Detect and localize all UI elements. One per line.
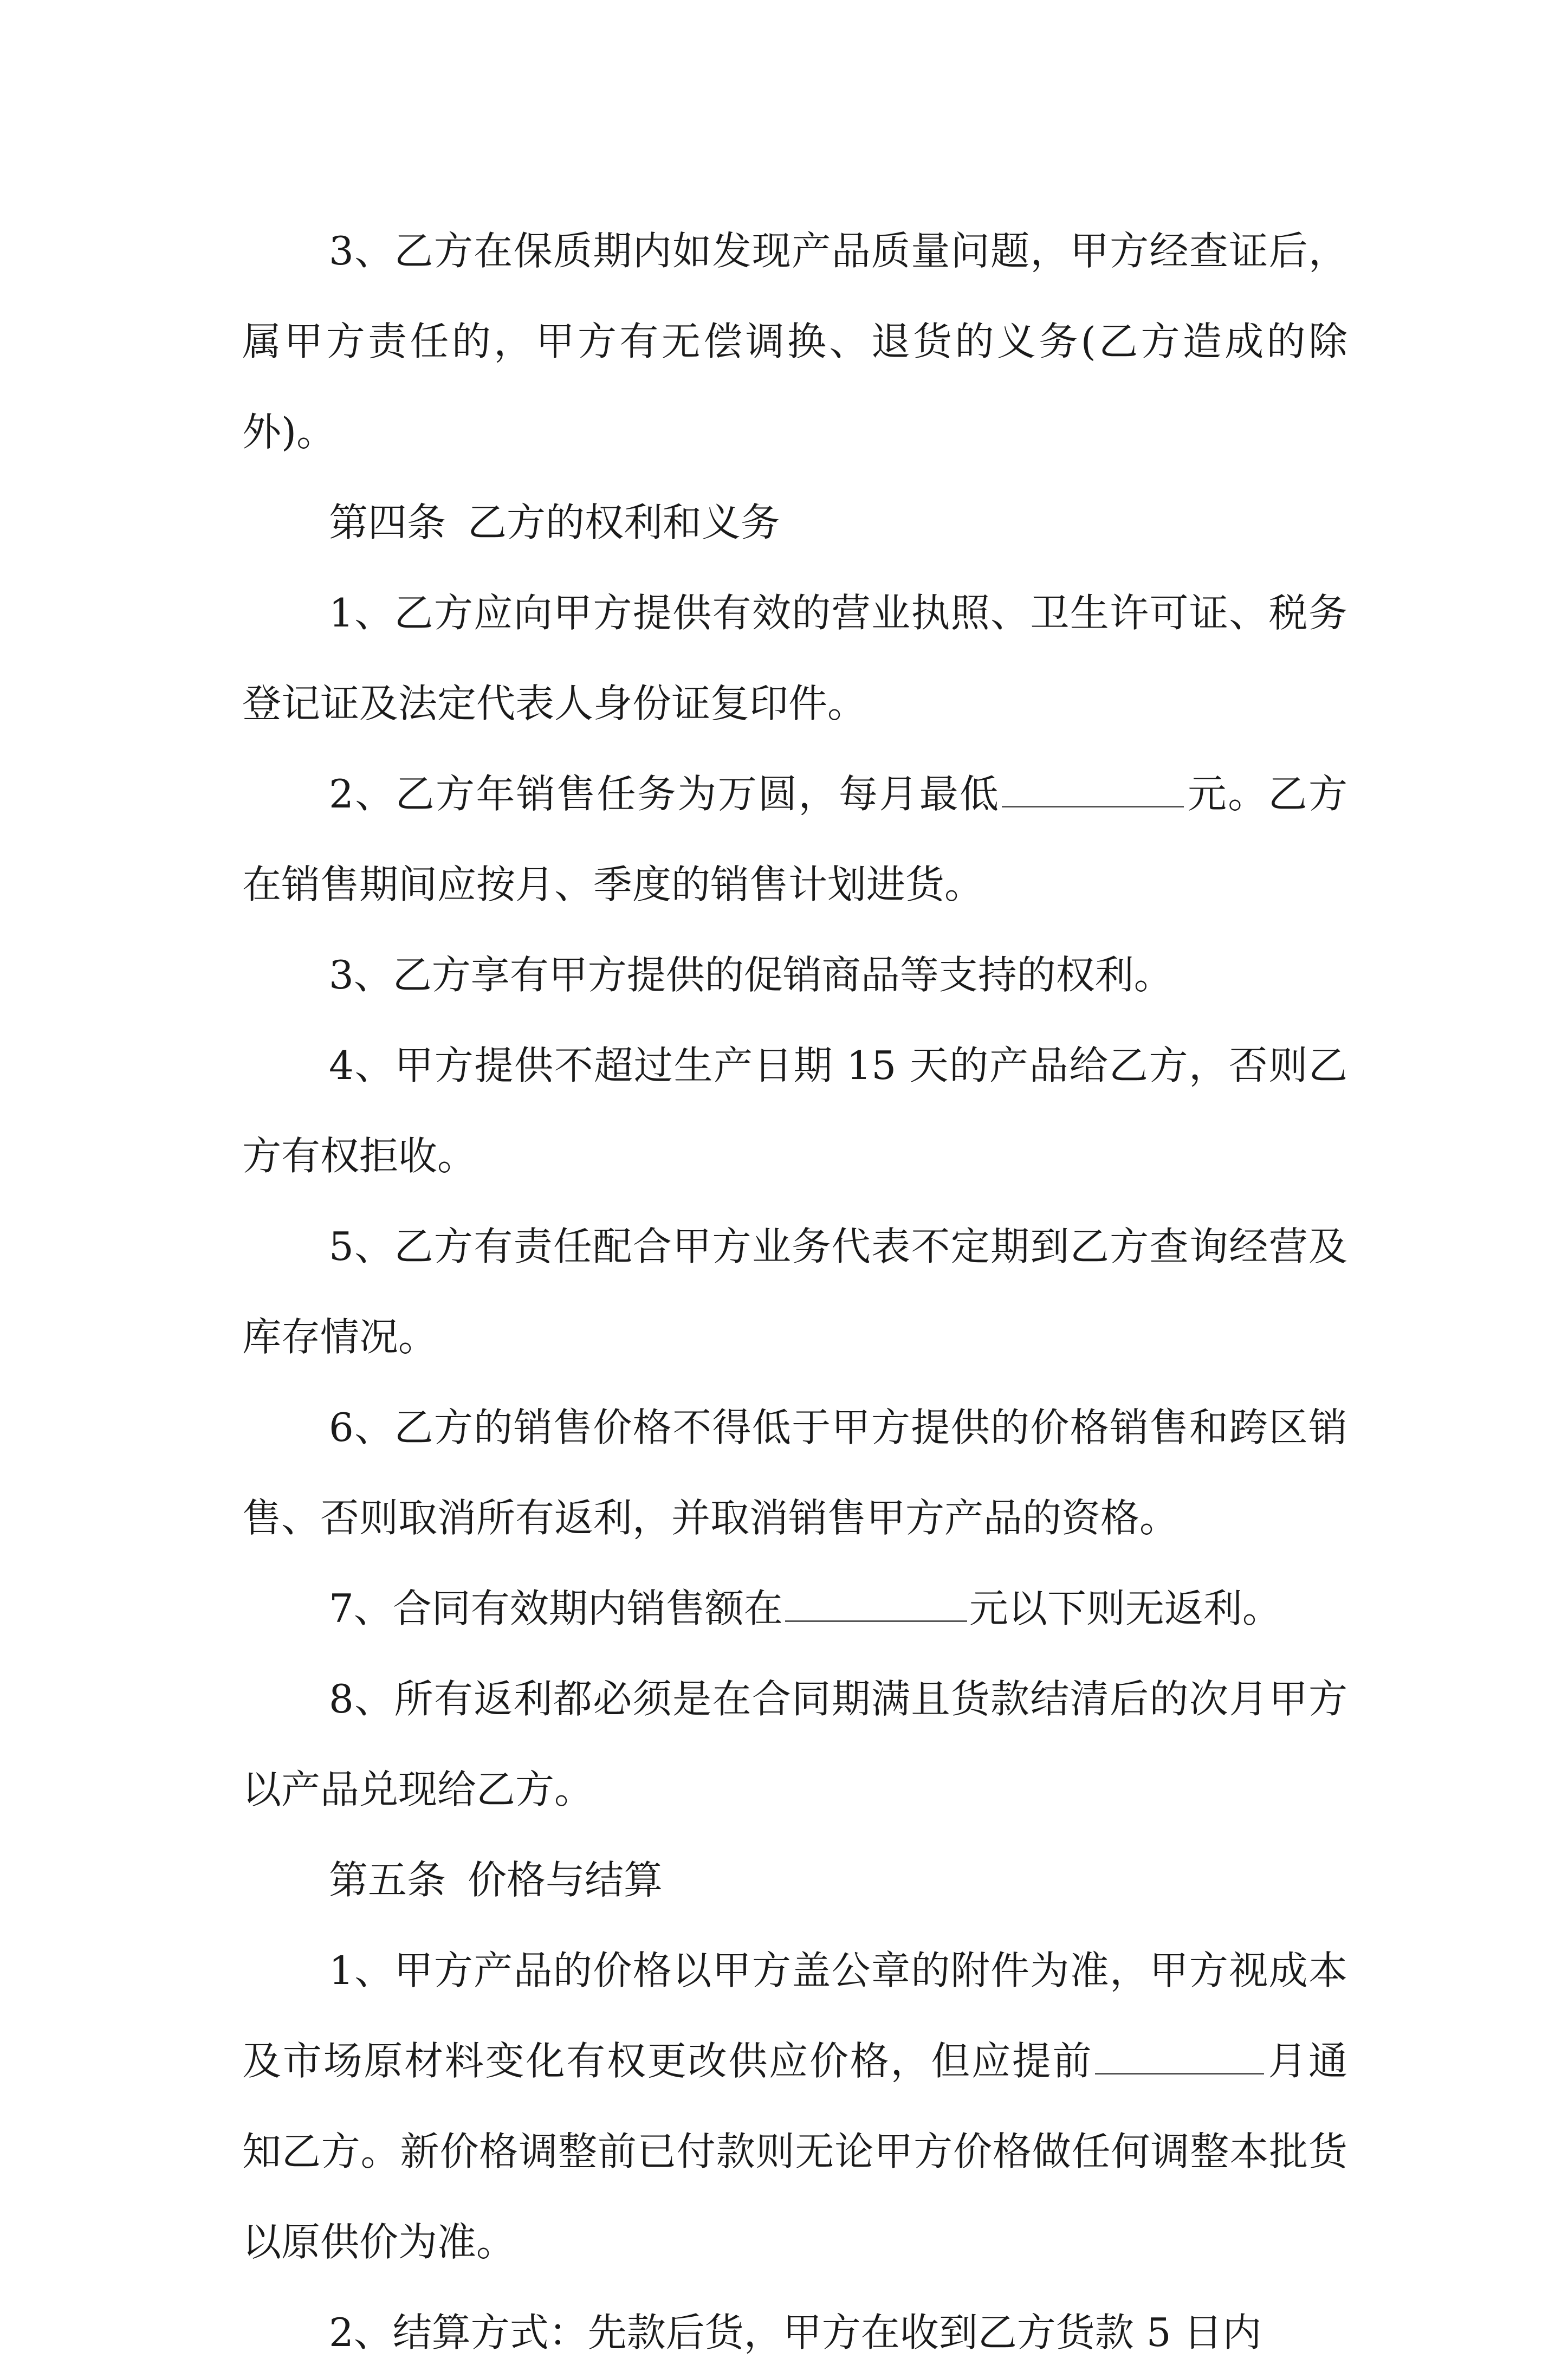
clause-3-quality-issue: 3、乙方在保质期内如发现产品质量问题，甲方经查证后，属甲方责任的，甲方有无偿调换、退货的义务(乙方造成的除外)。: [242, 228, 1347, 455]
fill-in-blank-monthly-minimum: [1002, 773, 1184, 807]
article-4-item-7-text-before: 7、合同有效期内销售额在: [329, 1586, 783, 1631]
article-5-title: 价格与结算: [468, 1857, 663, 1903]
article-4-item-4: 4、甲方提供不超过生产日期 15 天的产品给乙方，否则乙方有权拒收。: [242, 1043, 1347, 1179]
article-5-item-1-text-before: 1、甲方产品的价格以甲方盖公章的附件为准，甲方视成本及市场原材料变化有权更改供应价格，但应提前: [242, 1948, 1347, 2084]
article-4-item-7: [242, 1563, 1347, 1654]
article-4-item-2: [242, 749, 1347, 930]
article-4-item-5: 5、乙方有责任配合甲方业务代表不定期到乙方查询经营及库存情况。: [242, 1224, 1347, 1360]
fill-in-blank-notice-period: [1095, 2040, 1264, 2075]
article-4-item-1: 1、乙方应向甲方提供有效的营业执照、卫生许可证、税务登记证及法定代表人身份证复印件。: [242, 590, 1347, 726]
article-4-item-2-text-before: 2、乙方年销售任务为万圆，每月最低: [329, 771, 1000, 817]
article-5-item-1-text-after: 月通知乙方。新价格调整前已付款则无论甲方价格做任何调整本批货以原供价为准。: [242, 2038, 1347, 2265]
article-4-number: 第四条: [329, 500, 446, 545]
article-5-heading: [242, 1835, 1347, 1925]
article-4-title: 乙方的权利和义务: [468, 500, 780, 545]
article-5-item-2: 2、结算方式：先款后货，甲方在收到乙方货款 5 日内: [329, 2310, 1262, 2355]
article-5-number: 第五条: [329, 1857, 446, 1903]
article-4-item-2-text-after: 元。乙方在销售期间应按月、季度的销售计划进货。: [242, 771, 1347, 907]
article-5-item-1: [242, 1925, 1347, 2287]
article-4-item-3: 3、乙方享有甲方提供的促销商品等支持的权利。: [329, 952, 1173, 998]
fill-in-blank-sales-threshold: [785, 1588, 967, 1622]
article-4-item-8: 8、所有返利都必须是在合同期满且货款结清后的次月甲方以产品兑现给乙方。: [242, 1676, 1347, 1812]
article-4-heading: [242, 477, 1347, 568]
article-4-item-6: 6、乙方的销售价格不得低于甲方提供的价格销售和跨区销售、否则取消所有返利，并取消销售甲方产品的资格。: [242, 1405, 1347, 1541]
document-page: [242, 206, 1347, 2378]
article-4-item-7-text-after: 元以下则无返利。: [969, 1586, 1281, 1631]
